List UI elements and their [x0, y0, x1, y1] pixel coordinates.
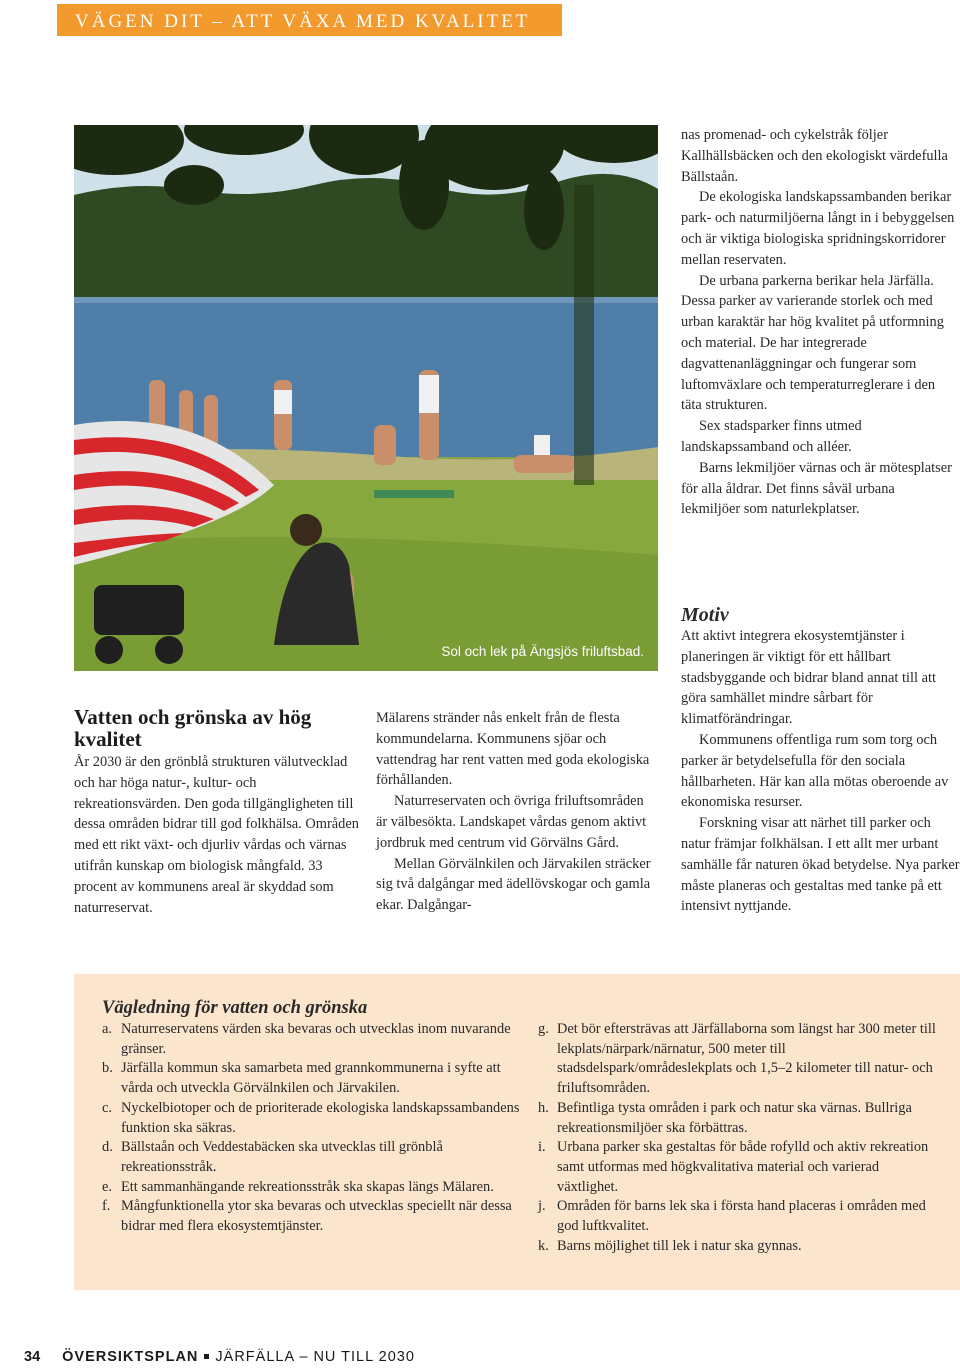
guidance-item-text: Urbana parker ska gestaltas för både rofylld och aktiv rekreation samt utformas med högkvalitativa material och varierad växtlighet. [557, 1139, 929, 1195]
guidance-item-letter: d. [102, 1139, 113, 1156]
motiv-paragraph: Kommunens offentliga rum som torg och parker är betydelsefulla för den sociala hållbarheten. Här kan alla mötas oberoende av ekonomiska resurser. [681, 731, 949, 811]
guidance-item-letter: i. [538, 1139, 546, 1156]
guidance-item-text: Mångfunktionella ytor ska bevaras och utvecklas speciellt när dessa bidrar med flera ekosystemtjänster. [121, 1198, 512, 1235]
guidance-item [102, 1197, 522, 1236]
body-paragraph: De urbana parkerna berikar hela Järfälla. Dessa parker av varierande storlek och med urban karaktär har hög kvalitet på utformning och material. De har integrerade dagvattenanläggningar och fungerar som luftomväxlare och temperaturreglerare i den täta strukturen. [681, 272, 944, 414]
guidance-item-letter: k. [538, 1237, 549, 1254]
guidance-item-letter: f. [102, 1198, 111, 1215]
body-paragraph: nas promenad- och cykelstråk följer Kallhällsbäcken och den ekologiskt värdefulla Bällstaån. [681, 127, 948, 185]
guidance-item-text: Naturreservatens värden ska bevaras och utvecklas inom nuvarande gränser. [121, 1021, 511, 1057]
intro-column [74, 706, 364, 918]
photo-caption: Sol och lek på Ängsjös friluftsbad. [441, 644, 644, 659]
guidance-title: Vägledning för vatten och grönska [102, 998, 368, 1018]
beach-scene-illustration [74, 125, 658, 671]
guidance-item [538, 1020, 938, 1099]
guidance-item-text: Det bör eftersträvas att Järfällaborna som längst har 300 meter till lekplats/närpark/närnatur, 500 meter till stadsdelspark/områdeslekplats och 1,5–2 kilometer till natur- och friluftsområden. [557, 1021, 936, 1097]
body-paragraph: Mälarens stränder nås enkelt från de flesta kommundelarna. Kommunens sjöar och vattendrag har rent vatten med goda ekologiska förhållanden. [376, 710, 650, 789]
intro-paragraph: År 2030 är den grönblå strukturen välutvecklad och har höga natur-, kultur- och rekreationsvärden. Den goda tillgängligheten till dessa områden bidrar till god folkhälsa. Områden med ett rikt växt- och djurliv vårdas och värnas utifrån kunskap om biologisk mångfald. 33 procent av kommunens areal är skyddad som naturreservat. [74, 754, 359, 916]
body-paragraph: Mellan Görvälnkilen och Järvakilen sträcker sig två dalgångar med ädellövskogar och gamla ekar. Dalgångar- [376, 855, 651, 914]
guidance-item-text: Barns möjlighet till lek i natur ska gynnas. [557, 1237, 802, 1254]
separator-square-icon [204, 1354, 209, 1359]
guidance-item-letter: b. [102, 1060, 113, 1077]
body-column-3 [681, 125, 957, 520]
guidance-item-letter: a. [102, 1021, 112, 1037]
section-header-band [57, 4, 562, 36]
motiv-heading: Motiv [681, 604, 729, 626]
publication-subtitle: JÄRFÄLLA – NU TILL 2030 [215, 1349, 415, 1365]
guidance-item [538, 1099, 938, 1138]
page-number: 34 [24, 1349, 41, 1365]
section-heading: Vatten och grönska av hög kvalitet [74, 705, 312, 751]
guidance-item [538, 1237, 938, 1257]
guidance-item [102, 1178, 522, 1198]
beach-photo [74, 125, 658, 671]
guidance-item-text: Bällstaån och Veddestabäcken ska utvecklas till grönblå rekreationsstråk. [121, 1139, 443, 1175]
guidance-item [538, 1138, 938, 1197]
guidance-item-letter: j. [538, 1198, 546, 1215]
guidance-item-text: Ett sammanhängande rekreationsstråk ska skapas längs Mälaren. [121, 1178, 494, 1195]
motiv-section [681, 604, 960, 917]
body-paragraph: Sex stadsparker finns utmed landskapssamband och alléer. [681, 418, 862, 455]
guidance-list-right [538, 1020, 938, 1256]
body-paragraph: De ekologiska landskapssambanden berikar park- och naturmiljöerna långt in i bebyggelsen och är viktiga biologiska spridningskorridorer mellan reservaten. [681, 189, 955, 268]
motiv-paragraph: Forskning visar att närhet till parker och natur främjar folkhälsan. I ett allt mer urbant samhälle får naturen ökad betydelse. Nya parker måste planeras och gestaltas med tanke på ett intensivt nyttjande. [681, 815, 960, 915]
guidance-item-letter: e. [102, 1178, 112, 1195]
guidance-item-text: Områden för barns lek ska i första hand placeras i områden med god luftkvalitet. [557, 1198, 926, 1235]
guidance-list-left [102, 1020, 522, 1237]
section-header-title: VÄGEN DIT – ATT VÄXA MED KVALITET [75, 11, 531, 32]
guidance-item [102, 1059, 522, 1098]
guidance-item [102, 1020, 522, 1059]
page-footer [24, 1349, 415, 1369]
guidance-item-text: Befintliga tysta områden i park och natur ska värnas. Bullriga rekreationsmiljöer ska förbättras. [557, 1099, 912, 1136]
guidance-item-text: Järfälla kommun ska samarbeta med grannkommunerna i syfte att vårda och utveckla Görvälnkilen och Järvakilen. [121, 1060, 501, 1097]
publication-name: ÖVERSIKTSPLAN [62, 1349, 199, 1365]
guidance-item-text: Nyckelbiotoper och de prioriterade ekologiska landskapssambandens funktion ska säkras. [121, 1099, 520, 1136]
guidance-item [102, 1099, 522, 1138]
body-column-2 [376, 708, 658, 916]
guidance-item-letter: c. [102, 1099, 112, 1116]
guidance-box [74, 974, 960, 1290]
guidance-item-letter: h. [538, 1099, 549, 1116]
body-paragraph: Barns lekmiljöer värnas och är mötesplatser för alla åldrar. Det finns såväl urbana lekmiljöer som naturlekplatser. [681, 459, 952, 518]
guidance-item [538, 1197, 938, 1236]
body-paragraph: Naturreservaten och övriga friluftsområden är välbesökta. Landskapet vårdas genom aktivt jordbruk med centrum vid Görvälns Gård. [376, 793, 647, 851]
guidance-item-letter: g. [538, 1021, 549, 1037]
motiv-paragraph: Att aktivt integrera ekosystemtjänster i planeringen är viktigt för ett hållbart stadsbyggande och bidrar bland annat till att göra samhället mindre sårbart för klimatförändringar. [681, 628, 936, 728]
guidance-item [102, 1138, 522, 1177]
